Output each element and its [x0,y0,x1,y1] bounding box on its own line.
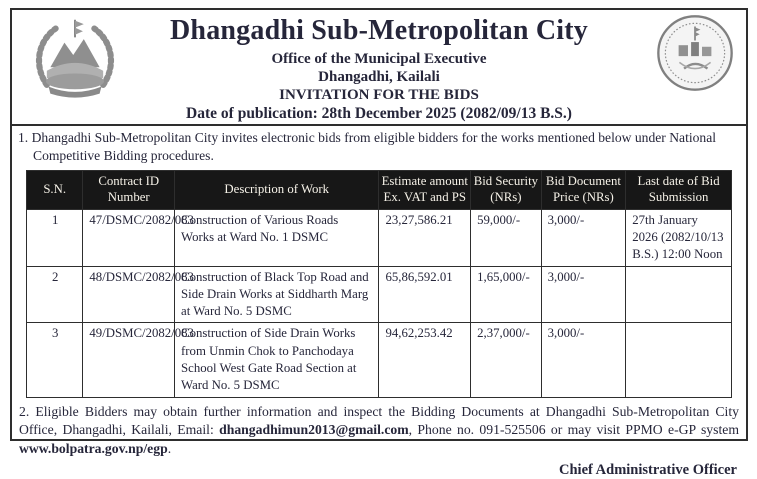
cell-sn: 1 [27,209,83,266]
cell-doc-price: 3,000/- [541,209,626,266]
table-header-row [27,170,732,209]
masthead-text [18,13,740,124]
closing-text-middle: , Phone no. 091-525506 or may visit PPMO e-GP system [408,422,739,438]
cell-estimate: 65,86,592.01 [379,266,471,323]
cell-description: Construction of Side Drain Works from Unmin Chok to Panchodaya School West Gate Road Section at Ward No. 5 DSMC [175,323,379,397]
cell-estimate: 23,27,586.21 [379,209,471,266]
col-header-estimate: Estimate amount Ex. VAT and PS [379,170,471,209]
col-header-description: Description of Work [175,170,379,209]
cell-contract-id: 49/DSMC/2082/083 [83,323,175,397]
closing-text-suffix: . [167,441,172,457]
page-title: Dhangadhi Sub-Metropolitan City [170,15,588,46]
table-row [27,209,732,266]
cell-description: Construction of Black Top Road and Side Drain Works at Siddharth Marg at Ward No. 5 DSMC [175,266,379,323]
closing-text-prefix: 2. Eligible Bidders may obtain further information and inspect the Bidding Documents at Dhangadhi Sub-Metropolitan City Office, Dhangadhi, Kailali, Email: [19,403,739,438]
municipal-seal-icon [656,14,734,92]
cell-last-date [626,266,732,323]
bid-notice-document [10,8,748,479]
cell-estimate: 94,62,253.42 [379,323,471,397]
col-header-bid-security: Bid Security (NRs) [471,170,542,209]
col-header-contract-id: Contract ID Number [83,170,175,209]
url-text: www.bolpatra.gov.np/egp [19,441,168,457]
table-row [27,266,732,323]
email-text: dhangadhimun2013@gmail.com [219,422,409,438]
cell-doc-price: 3,000/- [541,323,626,397]
cell-bid-security: 1,65,000/- [471,266,542,323]
cell-bid-security: 2,37,000/- [471,323,542,397]
intro-paragraph: 1. Dhangadhi Sub-Metropolitan City invites electronic bids from eligible bidders for the works mentioned below under National Competitive Bidding procedures. [18,130,717,163]
office-line: Office of the Municipal Executive [271,51,487,68]
invitation-line: INVITATION FOR THE BIDS [279,87,479,104]
cell-doc-price: 3,000/- [541,266,626,323]
col-header-doc-price: Bid Document Price (NRs) [541,170,626,209]
header-divider [12,124,746,126]
cell-bid-security: 59,000/- [471,209,542,266]
publication-date-line: Date of publication: 28th December 2025 (2082/09/13 B.S.) [186,105,572,123]
location-line: Dhangadhi, Kailali [318,69,440,86]
cell-sn: 2 [27,266,83,323]
signature-line: Chief Administrative Officer [559,462,737,479]
col-header-sn: S.N. [27,170,83,209]
bids-table [26,170,732,398]
cell-description: Construction of Various Roads Works at Ward No. 1 DSMC [175,209,379,266]
cell-sn: 3 [27,323,83,397]
cell-contract-id: 48/DSMC/2082/083 [83,266,175,323]
nepal-coat-of-arms-icon [31,16,119,108]
closing-paragraph [19,403,739,460]
cell-last-date [626,323,732,397]
cell-contract-id: 47/DSMC/2082/083 [83,209,175,266]
cell-last-date: 27th January 2026 (2082/10/13 B.S.) 12:00 Noon [626,209,732,266]
masthead [18,13,740,121]
col-header-last-date: Last date of Bid Submission [626,170,732,209]
table-row [27,323,732,397]
